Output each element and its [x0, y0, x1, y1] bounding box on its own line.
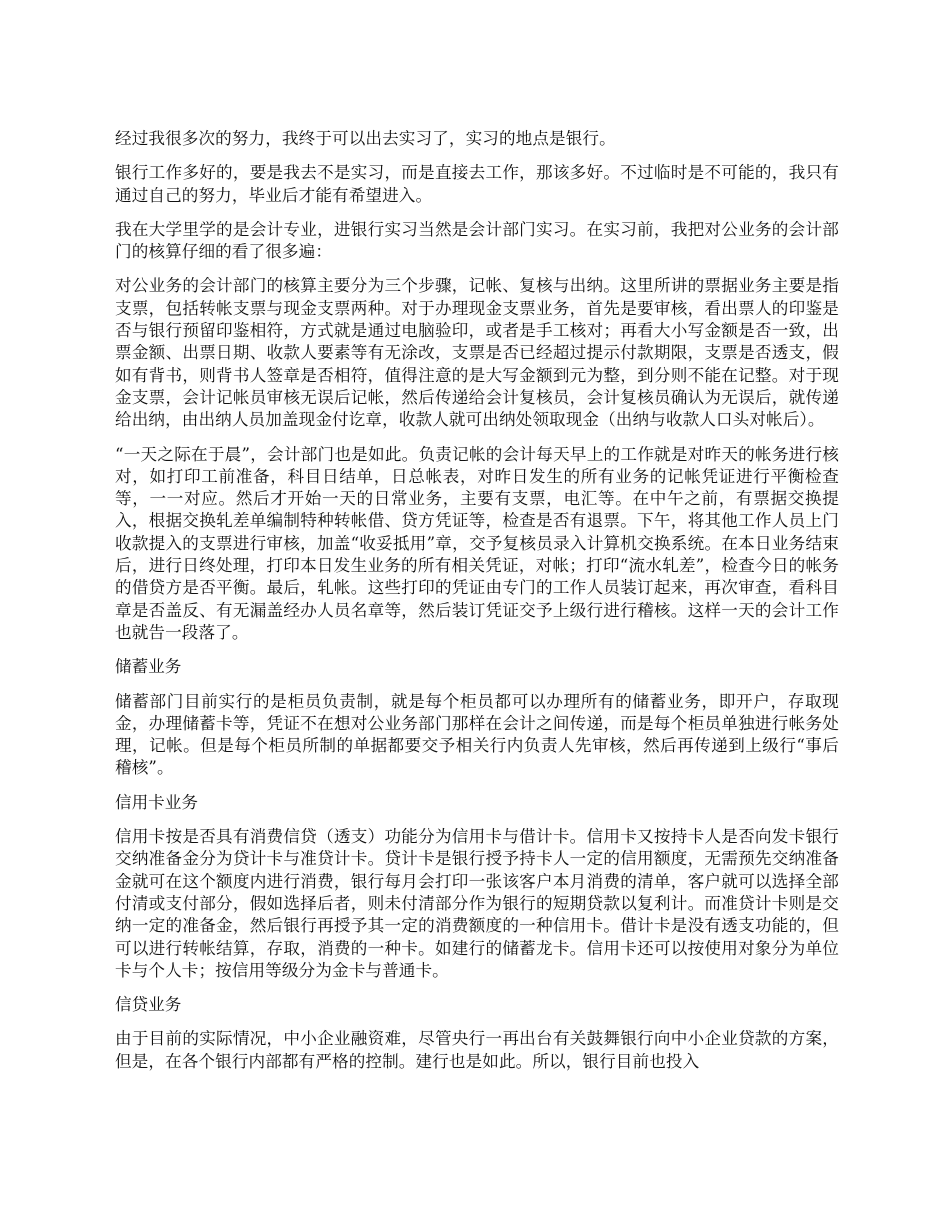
paragraph-savings: 储蓄部门目前实行的是柜员负责制，就是每个柜员都可以办理所有的储蓄业务，即开户，存取现金，办理储蓄卡等，凭证不在想对公业务部门那样在会计之间传递，而是每个柜员单独进行帐务处理，记帐。但是每个柜员所制的单据都要交予相关行内负责人先审核，然后再传递到上级行“事后稽核”。 — [115, 691, 839, 778]
paragraph-accounting-major: 我在大学里学的是会计专业，进银行实习当然是会计部门实习。在实习前，我把对公业务的会计部门的核算仔细的看了很多遍： — [115, 219, 839, 262]
paragraph-credit-card: 信用卡按是否具有消费信贷（透支）功能分为信用卡与借计卡。信用卡又按持卡人是否向发卡银行交纳准备金分为贷计卡与准贷计卡。贷计卡是银行授予持卡人一定的信用额度，无需预先交纳准备金就可在这个额度内进行消费，银行每月会打印一张该客户本月消费的清单，客户就可以选择全部付清或支付部分，假如选择后者，则未付清部分作为银行的短期贷款以复利计。而准贷计卡则是交纳一定的准备金，然后银行再授予其一定的消费额度的一种信用卡。借计卡是没有透支功能的，但可以进行转帐结算，存取，消费的一种卡。如建行的储蓄龙卡。信用卡还可以按使用对象分为单位卡与个人卡；按信用等级分为金卡与普通卡。 — [115, 827, 839, 980]
paragraph-credit-loans: 由于目前的实际情况，中小企业融资难，尽管央行一再出台有关鼓舞银行向中小企业贷款的方案，但是，在各个银行内部都有严格的控制。建行也是如此。所以，银行目前也投入 — [115, 1029, 839, 1071]
paragraph-intro: 经过我很多次的努力，我终于可以出去实习了，实习的地点是银行。 — [115, 129, 616, 148]
heading-savings: 储蓄业务 — [115, 657, 182, 677]
paragraph-corporate-accounting: 对公业务的会计部门的核算主要分为三个步骤，记帐、复核与出纳。这里所讲的票据业务主要是指支票，包括转帐支票与现金支票两种。对于办理现金支票业务，首先是要审核，看出票人的印鉴是否与银行预留印鉴相符，方式就是通过电脑验印，或者是手工核对；再看大小写金额是否一致，出票金额、出票日期、收款人要素等有无涂改，支票是否已经超过提示付款期限，支票是否透支，假如有背书，则背书人签章是否相符，值得注意的是大写金额到元为整，到分则不能在记整。对于现金支票，会计记帐员审核无误后记帐，然后传递给会计复核员，会计复核员确认为无误后，就传递给出纳，由出纳人员加盖现金付讫章，收款人就可出纳处领取现金（出纳与收款人口头对帐后）。 — [115, 276, 839, 430]
paragraph-daily-routine: “一天之际在于晨”，会计部门也是如此。负责记帐的会计每天早上的工作就是对昨天的帐务进行核对，如打印工前准备，科目日结单，日总帐表，对昨日发生的所有业务的记帐凭证进行平衡检查等，一一对应。然后才开始一天的日常业务，主要有支票，电汇等。在中午之前，有票据交换提入，根据交换轧差单编制特种转帐借、贷方凭证等，检查是否有退票。下午，将其他工作人员上门收款提入的支票进行审核，加盖“收妥抵用”章，交予复核员录入计算机交换系统。在本日业务结束后，进行日终处理，打印本日发生业务的所有相关凭证，对帐；打印“流水轧差”，检查今日的帐务的借贷方是否平衡。最后，轧帐。这些打印的凭证由专门的工作人员装订起来，再次审查，看科目章是否盖反、有无漏盖经办人员名章等，然后装订凭证交予上级行进行稽核。这样一天的会计工作也就告一段落了。 — [115, 444, 839, 642]
heading-credit-card: 信用卡业务 — [115, 792, 198, 812]
heading-credit-loans: 信贷业务 — [115, 995, 182, 1015]
document-body — [115, 128, 839, 1085]
paragraph-bank-work: 银行工作多好的，要是我去不是实习，而是直接去工作，那该多好。不过临时是不可能的，我只有通过自己的努力，毕业后才能有希望进入。 — [115, 163, 839, 205]
